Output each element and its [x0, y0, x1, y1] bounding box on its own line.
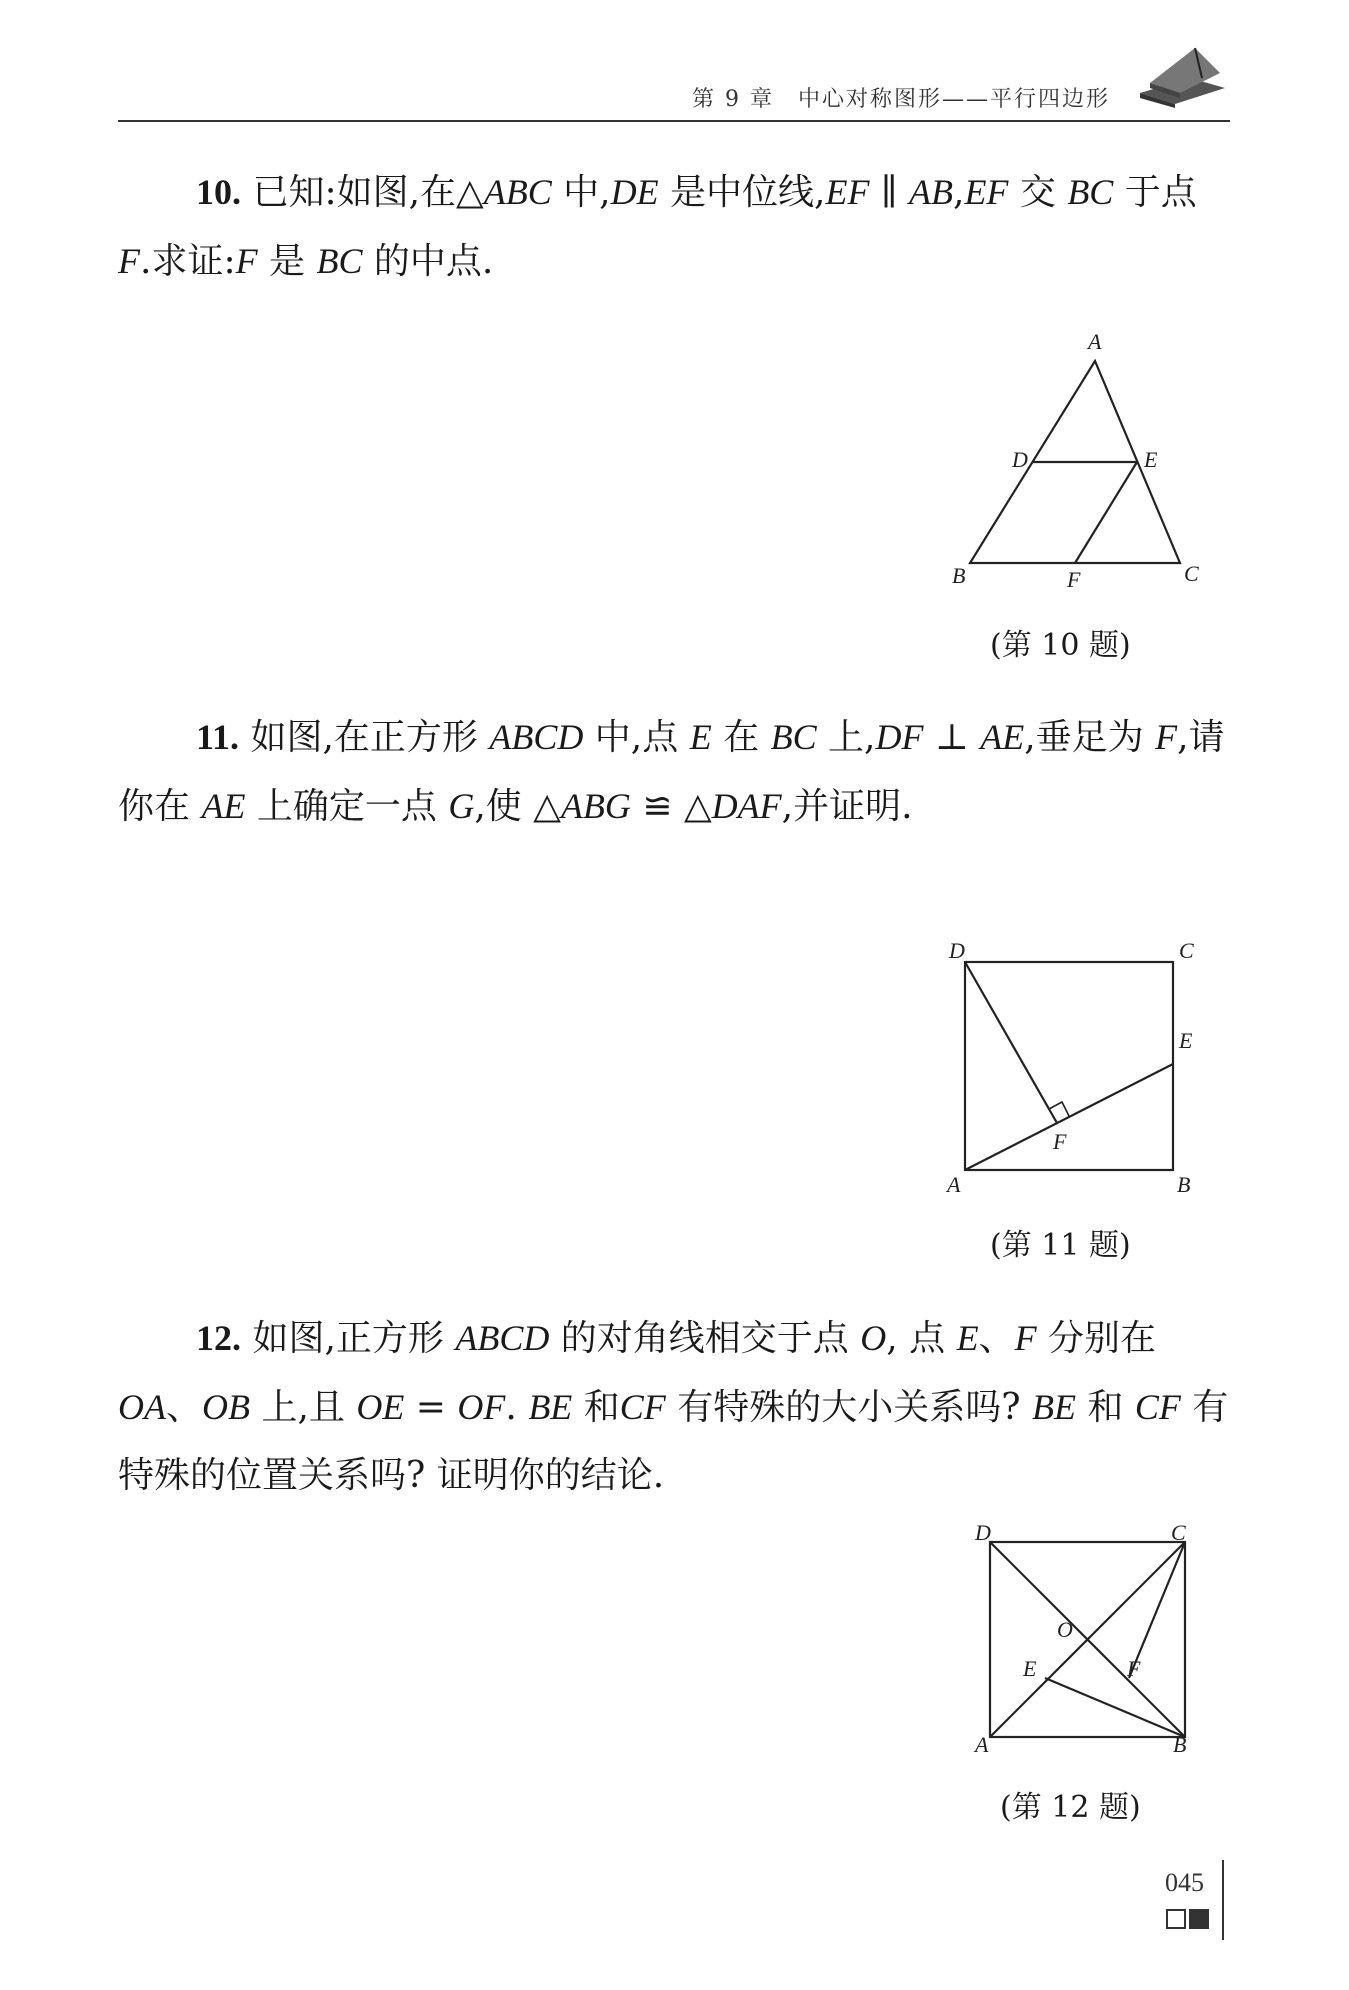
math-symbol: F [118, 241, 140, 281]
math-symbol: CF [1134, 1387, 1181, 1427]
filled-square-icon [1189, 1909, 1209, 1929]
problem-text: ,使 △ [474, 786, 561, 827]
problem-12 [118, 1304, 1230, 1510]
label-f: F [1127, 1656, 1141, 1681]
math-symbol: ABC [483, 172, 552, 212]
problem-text: 中,点 [583, 717, 690, 758]
problem-text: = [404, 1387, 458, 1428]
problem-text: .求证: [140, 241, 236, 282]
problem-text: 上,且 [250, 1387, 357, 1428]
math-symbol: OF [457, 1387, 506, 1427]
problem-text: 中, [551, 172, 611, 213]
math-symbol: ABCD [489, 717, 584, 757]
empty-square-icon [1166, 1909, 1186, 1929]
problem-11 [118, 703, 1230, 841]
figure-12 [965, 1520, 1205, 1764]
math-symbol: BE [528, 1387, 573, 1427]
problem-text: ∥ [869, 172, 909, 213]
label-b: B [1177, 1172, 1191, 1197]
page-number-divider [1222, 1860, 1224, 1940]
figure-11 [935, 930, 1215, 1204]
label-c: C [1184, 561, 1199, 586]
problem-text: 和 [1075, 1387, 1135, 1428]
problem-text: ,请你在 [118, 717, 1225, 827]
problem-text: 如图,正方形 [252, 1318, 456, 1359]
math-symbol: DE [610, 172, 659, 212]
label-d: D [975, 1520, 991, 1545]
math-symbol: BC [1067, 172, 1114, 212]
problem-text: 、 [166, 1387, 203, 1428]
problem-text: ,并证明. [781, 786, 913, 827]
problem-text: 有特殊的大小关系吗? [665, 1387, 1032, 1428]
segment-ae [965, 1064, 1173, 1170]
label-b: B [952, 563, 966, 588]
label-c: C [1171, 1520, 1186, 1545]
problem-text: 在 [711, 717, 771, 758]
math-symbol: OB [202, 1387, 251, 1427]
math-symbol: O [860, 1318, 887, 1358]
label-d: D [1012, 447, 1028, 472]
problem-text: 是中位线, [658, 172, 826, 213]
math-symbol: F [1014, 1318, 1037, 1358]
label-f: F [1067, 567, 1081, 592]
math-symbol: BC [770, 717, 817, 757]
math-symbol: ABCD [455, 1318, 550, 1358]
problem-text: 如图,在正方形 [250, 717, 490, 758]
caption-11: (第 11 题) [990, 1228, 1131, 1263]
problem-number: 12. [196, 1318, 241, 1358]
problem-number: 10. [196, 172, 241, 212]
math-symbol: BE [1031, 1387, 1076, 1427]
math-symbol: G [448, 786, 475, 826]
math-symbol: OE [356, 1387, 405, 1427]
problem-text: , [952, 172, 965, 213]
label-a: A [947, 1172, 961, 1197]
problem-text: 的中点. [362, 241, 494, 282]
label-f: F [1053, 1129, 1067, 1154]
math-symbol: E [689, 717, 712, 757]
label-d: D [949, 938, 965, 963]
label-e: E [1179, 1028, 1193, 1053]
math-symbol: AE [201, 786, 246, 826]
caption-10: (第 10 题) [990, 628, 1131, 663]
math-symbol: F [1155, 717, 1178, 757]
segment-ef [1075, 462, 1137, 563]
math-symbol: CF [619, 1387, 666, 1427]
math-symbol: ABG [560, 786, 631, 826]
problem-text: 的对角线相交于点 [549, 1318, 861, 1359]
problem-text: 有特殊的位置关系吗? 证明你的结论. [118, 1387, 1229, 1496]
problem-text: 和 [572, 1387, 620, 1428]
problem-text: ,垂足为 [1024, 717, 1156, 758]
math-symbol: DF [875, 717, 924, 757]
math-symbol: AE [980, 717, 1025, 757]
label-c: C [1179, 938, 1194, 963]
problem-text: . [505, 1387, 529, 1428]
segment-df [965, 962, 1057, 1123]
math-symbol: AB [909, 172, 953, 212]
page-header [118, 78, 1230, 122]
chapter-title: 第 9 章 中心对称图形——平行四边形 [692, 87, 1110, 112]
math-symbol: BC [316, 241, 363, 281]
math-symbol: E [956, 1318, 979, 1358]
page-marks [1166, 1908, 1209, 1929]
problem-text: 已知:如图,在△ [252, 172, 484, 213]
label-e: E [1144, 447, 1158, 472]
problem-10 [118, 158, 1230, 296]
page-number: 045 [1165, 1868, 1204, 1897]
problem-text: ≌ △ [630, 786, 712, 827]
label-a: A [975, 1732, 989, 1757]
label-e: E [1023, 1656, 1037, 1681]
math-symbol: F [235, 241, 258, 281]
problem-text: , 点 [886, 1318, 957, 1359]
problem-number: 11. [196, 717, 240, 757]
math-symbol: OA [118, 1387, 166, 1427]
figure-10 [930, 325, 1210, 599]
math-symbol: EF [964, 172, 1009, 212]
problem-text: 交 [1008, 172, 1068, 213]
label-b: B [1173, 1732, 1187, 1757]
label-a: A [1088, 329, 1102, 354]
problem-text: 是 [257, 241, 317, 282]
math-symbol: DAF [711, 786, 782, 826]
caption-12: (第 12 题) [1000, 1790, 1141, 1825]
square-abcd [965, 962, 1173, 1170]
problem-text: ⊥ [923, 717, 981, 758]
problem-text: 上, [816, 717, 876, 758]
segment-be [1045, 1678, 1185, 1737]
problem-text: 分别在 [1036, 1318, 1157, 1359]
label-o: O [1057, 1617, 1073, 1642]
math-symbol: EF [825, 172, 870, 212]
problem-text: 上确定一点 [245, 786, 449, 827]
book-icon [1130, 38, 1230, 108]
problem-text: 、 [978, 1318, 1015, 1359]
problem-text: 于点 [1113, 172, 1197, 213]
